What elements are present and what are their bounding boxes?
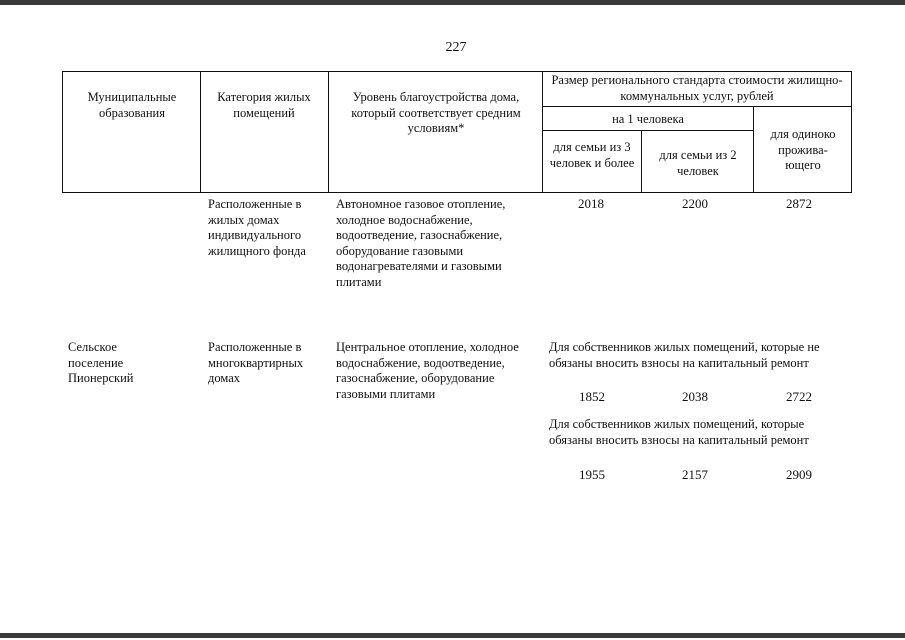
row2-level: Центральное отопление, холодное водоснабжение, водоотведение, газоснабжение, оборудование газовыми плитами [336,340,519,401]
col-divider-3 [542,71,543,193]
row1-value-single: 2872 [786,196,812,211]
standard-subheader-border [542,106,852,107]
row2-category: Расположенные в многоквартирных домах [208,340,304,385]
row1-value-family2: 2200 [682,196,708,211]
col-divider-2 [328,71,329,193]
row2-group1-value-single: 2722 [786,389,812,404]
table-left-border [62,71,63,193]
row2-group2-value-single: 2909 [786,467,812,482]
per-person-subheader-border [542,130,753,131]
row2-group1-value-family3: 1852 [579,389,605,404]
header-family3: для семьи из 3 человек и более [549,140,635,170]
header-level: Уровень благоустройства дома, который соответствует средним условиям* [351,90,521,135]
row2-group1-label: Для собственников жилых помещений, которые не обязаны вносить взносы на капитальный ремонт [549,340,820,370]
header-category: Категория жилых помещений [217,90,311,120]
row1-category: Расположенные в жилых домах индивидуального жилищного фонда [208,197,306,258]
scan-top-edge [0,0,905,5]
header-family2: для семьи из 2 человек [659,148,737,178]
page-number: 227 [445,40,467,55]
table-right-border [851,71,852,193]
table-header-bottom-border [62,192,852,193]
header-single: для одиноко прожива-ющего [770,127,836,172]
row2-group2-value-family3: 1955 [579,467,605,482]
row2-group2-value-family2: 2157 [682,467,708,482]
col-divider-5 [753,106,754,193]
row2-municipality: Сельское поселение Пионерский [68,340,134,385]
col-divider-4 [641,130,642,193]
table-top-border [62,71,852,72]
row2-group1-value-family2: 2038 [682,389,708,404]
header-standard: Размер регионального стандарта стоимости жилищно-коммунальных услуг, рублей [551,73,843,103]
header-per-person: на 1 человека [612,112,684,126]
scan-bottom-edge [0,633,905,638]
col-divider-1 [200,71,201,193]
row1-value-family3: 2018 [578,196,604,211]
header-municipal: Муниципальные образования [87,90,177,120]
row2-group2-label: Для собственников жилых помещений, которые обязаны вносить взносы на капитальный ремонт [549,417,809,447]
row1-level: Автономное газовое отопление, холодное водоснабжение, водоотведение, газоснабжение, оборудование газовыми водонагревателями и газовыми плитами [336,197,506,289]
